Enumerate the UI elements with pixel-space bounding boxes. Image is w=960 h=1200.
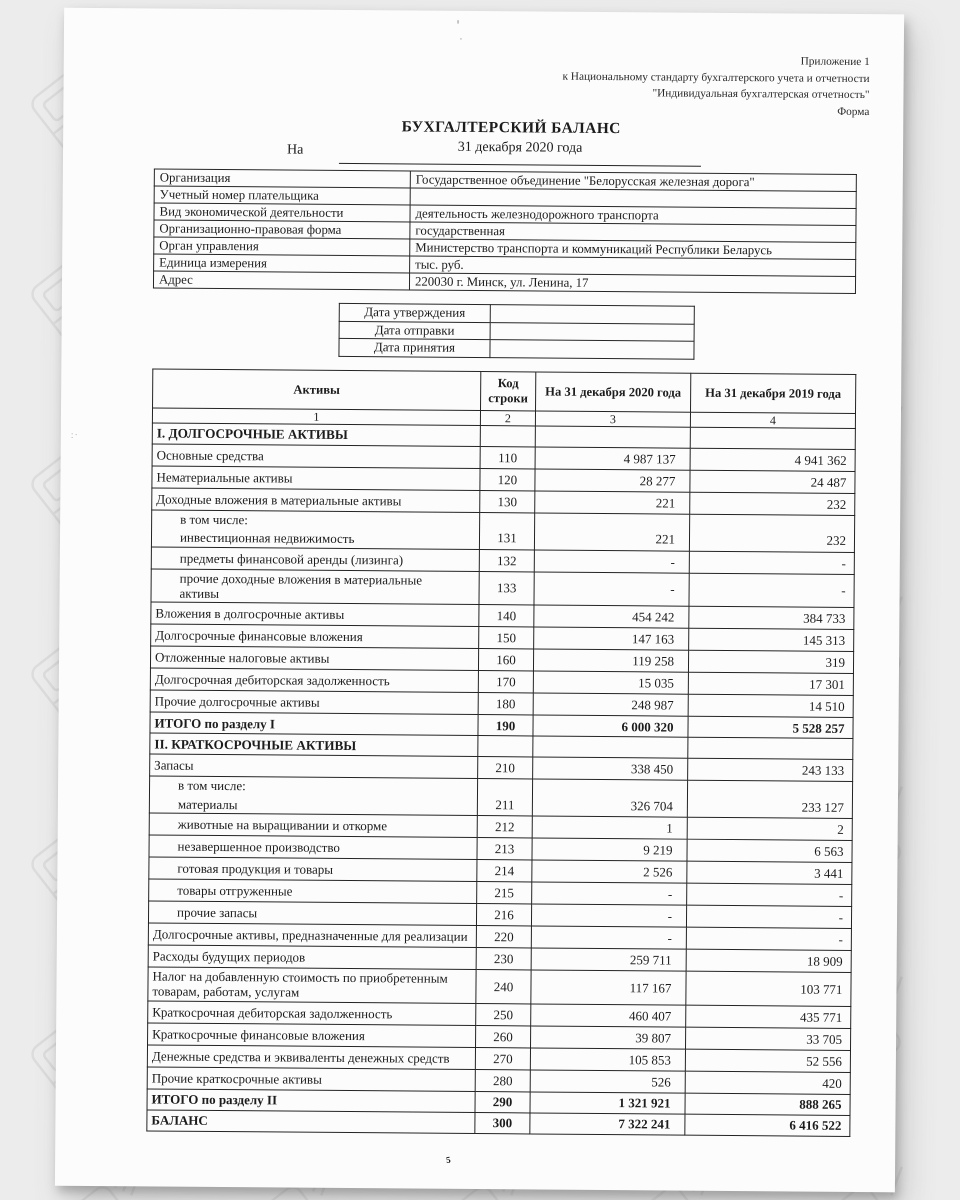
- org-field-label: Организационно-правовая форма: [154, 220, 410, 239]
- asset-label: Нематериальные активы: [156, 469, 293, 486]
- sublist-caption: в том числе:: [180, 511, 248, 528]
- page-number-mark: 5: [445, 1154, 452, 1166]
- asset-label: Денежные средства и эквиваленты денежных средств: [151, 1048, 450, 1066]
- asset-label-cell: [150, 733, 478, 757]
- col-number: 1: [152, 408, 480, 426]
- value-2019: -: [689, 573, 854, 608]
- value-2020: 105 853: [530, 1048, 685, 1071]
- col-header-code: Код строки: [481, 372, 536, 411]
- value-2019: 5 528 257: [688, 717, 853, 739]
- appendix-note: [562, 52, 870, 120]
- value-2019: 6 416 522: [685, 1114, 850, 1136]
- asset-label-cell: [152, 466, 480, 491]
- balance-table-head: [152, 369, 855, 429]
- asset-label: незавершенное производство: [177, 838, 340, 855]
- row-code: 213: [477, 838, 532, 860]
- row-code: 230: [476, 948, 531, 970]
- value-2020: 6 000 320: [533, 715, 688, 737]
- org-field-value: Министерство транспорта и коммуникаций Республики Беларусь: [410, 239, 856, 260]
- row-code: 260: [476, 1025, 531, 1047]
- asset-label-cell: [149, 813, 477, 838]
- col-number: 4: [690, 412, 855, 428]
- asset-label-cell: [148, 923, 476, 948]
- value-2020: 259 711: [531, 948, 686, 971]
- value-2020: 526: [530, 1070, 685, 1093]
- date-prefix-label: На: [286, 142, 304, 158]
- value-2019: 232: [690, 492, 855, 515]
- org-field-value: Государственное объединение "Белорусская железная дорога": [410, 171, 856, 192]
- value-2019: 243 133: [688, 759, 853, 782]
- scan-speck: [460, 38, 462, 40]
- value-2020: -: [531, 926, 686, 949]
- appendix-line: Форма: [837, 105, 870, 118]
- sublist-caption: в том числе:: [177, 778, 246, 794]
- value-2019: 24 487: [690, 470, 855, 493]
- asset-label-cell: [148, 1023, 476, 1048]
- value-2019: 888 265: [685, 1093, 850, 1115]
- asset-label: Краткосрочная дебиторская задолженность: [152, 1004, 393, 1021]
- asset-label: Расходы будущих периодов: [152, 948, 306, 965]
- col-number: 3: [535, 411, 690, 427]
- asset-label: Долгосрочные активы, предназначенные для реализации: [152, 926, 468, 944]
- asset-label: Доходные вложения в материальные активы: [156, 491, 402, 509]
- value-2020: 221: [535, 491, 690, 514]
- asset-label-cell: [147, 1045, 475, 1070]
- asset-label: Долгосрочные финансовые вложения: [155, 627, 363, 645]
- asset-label-cell: [149, 879, 477, 904]
- value-2020: -: [534, 550, 689, 573]
- value-2020: 1: [532, 816, 687, 839]
- value-2020: 4 987 137: [535, 447, 690, 470]
- asset-label: инвестиционная недвижимость: [179, 530, 355, 547]
- value-2019: 6 563: [687, 839, 852, 862]
- row-code: 131: [479, 513, 534, 550]
- asset-label-cell: [147, 1110, 475, 1134]
- asset-label-cell: [148, 945, 476, 970]
- value-2020: -: [531, 904, 686, 927]
- value-2019: 145 313: [689, 629, 854, 652]
- date-row: [339, 338, 694, 358]
- value-2020: 454 242: [534, 605, 689, 628]
- value-2020: [533, 736, 688, 758]
- asset-label-cell: [151, 510, 479, 549]
- asset-label: товары отгруженные: [177, 882, 293, 899]
- org-field-label: Вид экономической деятельности: [154, 203, 410, 222]
- value-2020: 15 035: [533, 671, 688, 694]
- asset-label-cell: [147, 1089, 475, 1113]
- col-header-assets: Активы: [153, 369, 481, 411]
- scan-speck: [457, 20, 459, 24]
- value-2019: -: [686, 927, 851, 950]
- asset-label-cell: [148, 967, 476, 1003]
- date-field-label: Дата отправки: [339, 321, 490, 340]
- table-row: [149, 776, 852, 818]
- asset-label: ИТОГО по разделу II: [151, 1091, 278, 1108]
- row-code: 130: [480, 491, 535, 513]
- row-code: 220: [476, 926, 531, 948]
- org-field-value: 220030 г. Минск, ул. Ленина, 17: [409, 273, 855, 294]
- row-code: [480, 426, 535, 447]
- appendix-line: "Индивидуальная бухгалтерская отчетность": [652, 87, 870, 102]
- value-2020: 39 807: [531, 1026, 686, 1049]
- value-2020: 221: [534, 513, 689, 551]
- value-2020: 2 526: [532, 860, 687, 883]
- value-2019: 384 733: [689, 607, 854, 630]
- value-2020: 119 258: [533, 649, 688, 672]
- org-field-label: Организация: [154, 169, 410, 188]
- asset-label-cell: [151, 569, 479, 605]
- asset-label-cell: [148, 901, 476, 926]
- row-code: 212: [477, 816, 532, 838]
- asset-label: Прочие краткосрочные активы: [151, 1070, 322, 1087]
- scan-smudge: :·: [70, 429, 79, 441]
- org-field-value: деятельность железнодорожного транспорта: [410, 205, 856, 226]
- asset-label-cell: [152, 423, 480, 447]
- balance-sheet-table: [146, 368, 856, 1136]
- asset-label: предметы финансовой аренды (лизинга): [179, 550, 404, 568]
- row-code: [478, 736, 533, 757]
- asset-label: Долгосрочная дебиторская задолженность: [154, 671, 390, 689]
- value-2019: 233 127: [687, 781, 852, 819]
- table-row: [151, 569, 854, 608]
- value-2019: 33 705: [685, 1027, 850, 1050]
- asset-label: Вложения в долгосрочные активы: [155, 605, 345, 623]
- asset-label: животные на выращивании и откорме: [177, 816, 388, 834]
- asset-label: Основные средства: [156, 447, 264, 464]
- document-title: БУХГАЛТЕРСКИЙ БАЛАНС: [401, 118, 621, 138]
- table-row: [148, 967, 851, 1006]
- value-2020: 460 407: [531, 1004, 686, 1027]
- asset-label: БАЛАНС: [151, 1112, 208, 1129]
- org-table-body: [153, 169, 856, 294]
- asset-label-cell: [150, 646, 478, 671]
- row-code: 190: [478, 715, 533, 736]
- asset-label-cell: [147, 1067, 475, 1092]
- asset-label-cell: [152, 488, 480, 513]
- row-code: 132: [479, 549, 534, 571]
- row-code: 214: [477, 860, 532, 882]
- value-2019: 17 301: [688, 673, 853, 696]
- dates-table: [338, 303, 694, 359]
- value-2020: 248 987: [533, 693, 688, 716]
- row-code: 133: [479, 571, 534, 605]
- value-2020: -: [532, 882, 687, 905]
- row-code: 211: [477, 779, 532, 816]
- appendix-line: Приложение 1: [800, 55, 870, 69]
- value-2019: [688, 738, 853, 760]
- asset-label: II. КРАТКОСРОЧНЫЕ АКТИВЫ: [154, 736, 357, 753]
- value-2019: 18 909: [686, 949, 851, 972]
- row-code: 290: [475, 1091, 530, 1112]
- value-2019: 232: [689, 514, 854, 552]
- row-code: 280: [475, 1069, 530, 1091]
- balance-table-body: [147, 423, 856, 1136]
- asset-label-cell: [150, 712, 478, 736]
- value-2020: [535, 426, 690, 448]
- row-code: 210: [478, 757, 533, 779]
- org-field-value: государственная: [410, 222, 856, 243]
- asset-label-cell: [152, 444, 480, 469]
- date-field-label: Дата утверждения: [339, 303, 490, 322]
- row-code: 216: [476, 904, 531, 926]
- date-field-value: [490, 322, 694, 341]
- asset-label-cell: [150, 690, 478, 715]
- date-field-value: [490, 340, 694, 359]
- asset-label-cell: [150, 668, 478, 693]
- value-2019: 103 771: [686, 971, 851, 1006]
- col-number: 2: [480, 411, 535, 427]
- value-2019: 3 441: [687, 861, 852, 884]
- value-2020: 7 322 241: [530, 1113, 685, 1135]
- appendix-line: к Национальному стандарту бухгалтерского учета и отчетности: [562, 70, 870, 85]
- asset-label: готовая продукция и товары: [177, 860, 334, 877]
- row-code: 240: [476, 970, 531, 1004]
- asset-label-cell: [151, 547, 479, 572]
- value-2019: 319: [688, 651, 853, 674]
- value-2019: -: [687, 883, 852, 906]
- asset-label: Налог на добавленную стоимость по приобретенным товарам, работам, услугам: [152, 968, 448, 1001]
- asset-label: материалы: [177, 796, 238, 812]
- value-2019: 435 771: [686, 1005, 851, 1028]
- row-code: 140: [479, 605, 534, 627]
- asset-label: Запасы: [154, 757, 194, 774]
- table-row: [151, 510, 854, 552]
- col-header-2020: На 31 декабря 2020 года: [536, 372, 691, 412]
- org-field-label: Орган управления: [154, 237, 410, 256]
- organization-info-table: [153, 168, 857, 294]
- date-field-label: Дата принятия: [339, 338, 490, 357]
- value-2019: 420: [685, 1071, 850, 1094]
- asset-label: прочие запасы: [176, 904, 258, 921]
- org-field-label: Адрес: [153, 271, 409, 290]
- asset-label: Отложенные налоговые активы: [155, 649, 330, 667]
- dates-table-body: [339, 303, 694, 358]
- row-code: 110: [480, 447, 535, 469]
- asset-label-cell: [149, 857, 477, 882]
- asset-label-cell: [148, 1001, 476, 1026]
- value-2020: 326 704: [532, 779, 687, 817]
- org-field-label: Учетный номер плательщика: [154, 186, 410, 205]
- value-2019: [690, 427, 855, 449]
- row-code: 150: [479, 627, 534, 649]
- row-code: 270: [475, 1047, 530, 1069]
- asset-label-cell: [150, 754, 478, 779]
- asset-label-cell: [151, 624, 479, 649]
- value-2019: 14 510: [688, 695, 853, 718]
- asset-label: Краткосрочные финансовые вложения: [152, 1026, 365, 1043]
- row-code: 160: [478, 649, 533, 671]
- header-row: [153, 369, 856, 414]
- value-2020: 9 219: [532, 838, 687, 861]
- col-header-2019: На 31 декабря 2019 года: [691, 373, 856, 413]
- row-code: 170: [478, 671, 533, 693]
- total-row: [147, 1110, 850, 1137]
- value-2020: 1 321 921: [530, 1092, 685, 1114]
- date-field-value: [490, 305, 694, 324]
- value-2020: -: [534, 572, 689, 607]
- value-2019: 2: [687, 817, 852, 840]
- value-2019: 52 556: [685, 1049, 850, 1072]
- row-code: 120: [480, 469, 535, 491]
- row-code: 250: [476, 1003, 531, 1025]
- row-code: 215: [477, 882, 532, 904]
- value-2019: 4 941 362: [690, 448, 855, 471]
- value-2020: 338 450: [533, 757, 688, 780]
- row-code: 300: [475, 1112, 530, 1133]
- row-code: 180: [478, 693, 533, 715]
- report-date: 31 декабря 2020 года: [339, 139, 701, 167]
- value-2020: 147 163: [534, 627, 689, 650]
- value-2020: 117 167: [531, 970, 686, 1005]
- asset-label: I. ДОЛГОСРОЧНЫЕ АКТИВЫ: [156, 425, 348, 443]
- asset-label-cell: [149, 776, 477, 815]
- asset-label-cell: [149, 835, 477, 860]
- scanned-document-page: [55, 8, 904, 1193]
- value-2019: -: [686, 905, 851, 928]
- asset-label: Прочие долгосрочные активы: [154, 693, 320, 711]
- asset-label: прочие доходные вложения в материальные активы: [179, 570, 423, 602]
- org-field-value: тыс. руб.: [410, 256, 856, 277]
- value-2019: -: [689, 551, 854, 574]
- value-2020: 28 277: [535, 469, 690, 492]
- asset-label-cell: [151, 602, 479, 627]
- asset-label: ИТОГО по разделу I: [154, 715, 276, 732]
- org-field-label: Единица измерения: [154, 254, 410, 273]
